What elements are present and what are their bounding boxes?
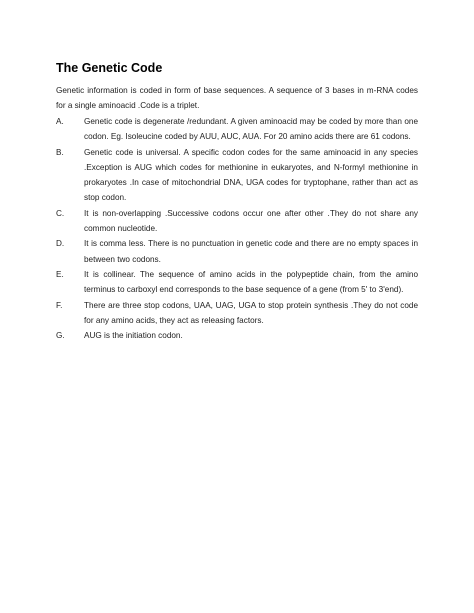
list-item-text: It is collinear. The sequence of amino acids in the polypeptide chain, from the amino terminus to carboxyl end corresponds to the base sequence of a gene (from 5' to 3'end).	[84, 269, 418, 295]
list-item	[56, 298, 418, 329]
list-item-text: It is comma less. There is no punctuation in genetic code and there are no empty spaces in between two codons.	[84, 239, 418, 264]
list-item	[56, 114, 418, 145]
list-marker: C.	[56, 208, 65, 218]
intro-paragraph: Genetic information is coded in form of base sequences. A sequence of 3 bases in m-RNA codes for a single aminoacid .Code is a triplet.	[56, 86, 418, 111]
list-marker: G.	[56, 331, 65, 341]
list-item-text: Genetic code is degenerate /redundant. A given aminoacid may be coded by more than one codon. Eg. Isoleucine coded by AUU, AUC, AUA. For 20 amino acids there are 61 codons.	[84, 117, 418, 142]
list-item-text: AUG is the initiation codon.	[84, 331, 183, 341]
list-marker: D.	[56, 239, 65, 249]
list-item	[56, 206, 418, 237]
list-marker: F.	[56, 300, 63, 310]
page-title: The Genetic Code	[56, 61, 163, 75]
list-marker: B.	[56, 147, 64, 157]
list-item-text: Genetic code is universal. A specific codon codes for the same aminoacid in any species .Exception is AUG which codes for methionine in eukaryotes, and N-formyl methionine in prokaryotes .In case of mitochondrial DNA, UGA codes for tryptophane, rather than act as stop codon.	[84, 147, 418, 203]
property-list	[56, 114, 418, 343]
list-item	[56, 236, 418, 267]
list-item-text: It is non-overlapping .Successive codons occur one after other .They do not share any common nucleotide.	[84, 208, 418, 234]
list-item-text: There are three stop codons, UAA, UAG, UGA to stop protein synthesis .They do not code for any amino acids, they act as releasing factors.	[84, 300, 418, 325]
list-item	[56, 145, 418, 206]
list-marker: A.	[56, 117, 64, 126]
list-item	[56, 267, 418, 298]
list-marker: E.	[56, 269, 64, 279]
list-item	[56, 328, 418, 343]
